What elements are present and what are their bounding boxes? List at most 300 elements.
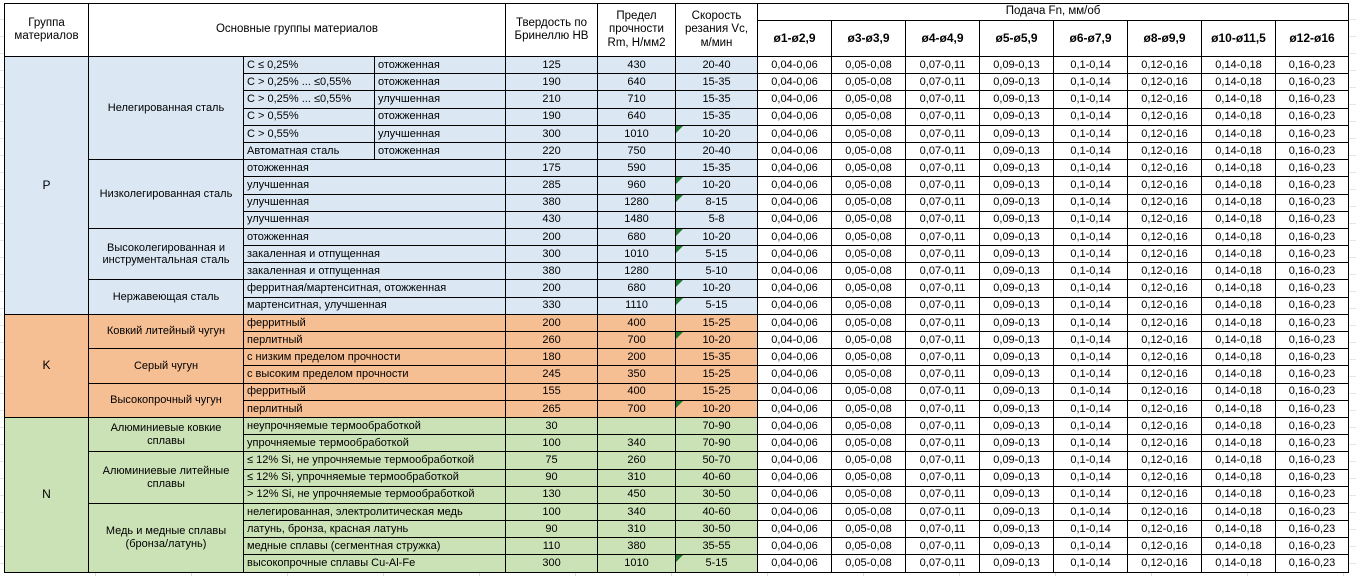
feed-cell[interactable] (980, 503, 1054, 520)
material-subgroup-cell[interactable] (89, 280, 244, 314)
feed-cell[interactable] (1276, 486, 1349, 503)
feed-cell[interactable] (1128, 177, 1202, 194)
feed-cell[interactable] (758, 177, 832, 194)
feed-cell[interactable] (832, 74, 906, 91)
feed-cell[interactable] (1202, 74, 1276, 91)
feed-cell[interactable] (1128, 74, 1202, 91)
feed-cell[interactable] (1202, 555, 1276, 572)
feed-cell[interactable] (980, 57, 1054, 74)
feed-cell[interactable] (1202, 228, 1276, 245)
feed-cell[interactable] (832, 211, 906, 228)
feed-cell[interactable] (832, 417, 906, 434)
cutting-speed-cell[interactable] (676, 74, 758, 91)
feed-cell[interactable] (1202, 503, 1276, 520)
feed-cell[interactable] (1128, 125, 1202, 142)
feed-cell[interactable] (832, 538, 906, 555)
strength-cell[interactable] (598, 314, 676, 331)
feed-cell[interactable] (832, 332, 906, 349)
feed-cell[interactable] (1202, 332, 1276, 349)
feed-cell[interactable] (758, 417, 832, 434)
feed-cell[interactable] (906, 211, 980, 228)
feed-cell[interactable] (980, 469, 1054, 486)
feed-cell[interactable] (906, 452, 980, 469)
hardness-cell[interactable] (506, 125, 598, 142)
feed-cell[interactable] (1128, 57, 1202, 74)
feed-cell[interactable] (1202, 211, 1276, 228)
feed-cell[interactable] (1202, 108, 1276, 125)
feed-cell[interactable] (906, 280, 980, 297)
strength-cell[interactable] (598, 349, 676, 366)
feed-cell[interactable] (832, 228, 906, 245)
cutting-speed-cell[interactable] (676, 297, 758, 314)
feed-cell[interactable] (1276, 332, 1349, 349)
hardness-cell[interactable] (506, 314, 598, 331)
feed-cell[interactable] (832, 246, 906, 263)
cutting-speed-cell[interactable] (676, 555, 758, 572)
feed-cell[interactable] (1276, 125, 1349, 142)
hardness-cell[interactable] (506, 452, 598, 469)
strength-cell[interactable] (598, 177, 676, 194)
strength-cell[interactable] (598, 246, 676, 263)
feed-cell[interactable] (906, 417, 980, 434)
feed-cell[interactable] (1202, 435, 1276, 452)
feed-cell[interactable] (758, 469, 832, 486)
strength-cell[interactable] (598, 211, 676, 228)
strength-cell[interactable] (598, 194, 676, 211)
feed-cell[interactable] (906, 263, 980, 280)
feed-cell[interactable] (758, 125, 832, 142)
feed-cell[interactable] (758, 246, 832, 263)
strength-cell[interactable] (598, 91, 676, 108)
feed-cell[interactable] (758, 297, 832, 314)
feed-cell[interactable] (1054, 417, 1128, 434)
feed-cell[interactable] (832, 503, 906, 520)
feed-cell[interactable] (1276, 538, 1349, 555)
feed-cell[interactable] (758, 349, 832, 366)
feed-cell[interactable] (1128, 280, 1202, 297)
feed-cell[interactable] (980, 142, 1054, 159)
feed-cell[interactable] (1054, 332, 1128, 349)
cutting-speed-cell[interactable] (676, 91, 758, 108)
hardness-cell[interactable] (506, 57, 598, 74)
hardness-cell[interactable] (506, 417, 598, 434)
feed-cell[interactable] (758, 74, 832, 91)
feed-cell[interactable] (1054, 211, 1128, 228)
strength-cell[interactable] (598, 503, 676, 520)
hardness-cell[interactable] (506, 383, 598, 400)
feed-cell[interactable] (832, 160, 906, 177)
feed-cell[interactable] (1276, 314, 1349, 331)
feed-cell[interactable] (1276, 521, 1349, 538)
cutting-speed-cell[interactable] (676, 177, 758, 194)
material-description-cell[interactable] (244, 228, 506, 245)
material-group-cell[interactable] (5, 314, 89, 417)
feed-cell[interactable] (1128, 486, 1202, 503)
strength-cell[interactable] (598, 417, 676, 434)
feed-cell[interactable] (906, 366, 980, 383)
feed-cell[interactable] (1054, 486, 1128, 503)
feed-cell[interactable] (1128, 383, 1202, 400)
hardness-cell[interactable] (506, 211, 598, 228)
material-state-cell[interactable] (375, 108, 506, 125)
feed-cell[interactable] (906, 521, 980, 538)
feed-cell[interactable] (980, 125, 1054, 142)
feed-cell[interactable] (1054, 400, 1128, 417)
strength-cell[interactable] (598, 160, 676, 177)
feed-cell[interactable] (980, 332, 1054, 349)
material-condition-cell[interactable] (244, 74, 375, 91)
material-state-cell[interactable] (375, 74, 506, 91)
feed-cell[interactable] (906, 74, 980, 91)
feed-cell[interactable] (980, 366, 1054, 383)
material-description-cell[interactable] (244, 194, 506, 211)
feed-cell[interactable] (758, 108, 832, 125)
header-cutting-speed-column[interactable]: Скорость резания Vc, м/мин (676, 4, 758, 57)
feed-cell[interactable] (1202, 263, 1276, 280)
hardness-cell[interactable] (506, 142, 598, 159)
material-description-cell[interactable] (244, 314, 506, 331)
material-description-cell[interactable] (244, 211, 506, 228)
feed-cell[interactable] (1054, 280, 1128, 297)
feed-cell[interactable] (1202, 538, 1276, 555)
material-description-cell[interactable] (244, 555, 506, 572)
feed-cell[interactable] (906, 332, 980, 349)
feed-cell[interactable] (1128, 435, 1202, 452)
strength-cell[interactable] (598, 297, 676, 314)
header-diameter-1[interactable]: ø1-ø2,9 (758, 21, 832, 57)
cutting-speed-cell[interactable] (676, 521, 758, 538)
feed-cell[interactable] (758, 383, 832, 400)
feed-cell[interactable] (906, 538, 980, 555)
strength-cell[interactable] (598, 521, 676, 538)
feed-cell[interactable] (758, 280, 832, 297)
hardness-cell[interactable] (506, 177, 598, 194)
feed-cell[interactable] (1276, 383, 1349, 400)
feed-cell[interactable] (1128, 538, 1202, 555)
feed-cell[interactable] (832, 177, 906, 194)
feed-cell[interactable] (1054, 435, 1128, 452)
feed-cell[interactable] (1128, 555, 1202, 572)
cutting-speed-cell[interactable] (676, 332, 758, 349)
feed-cell[interactable] (1128, 228, 1202, 245)
strength-cell[interactable] (598, 538, 676, 555)
feed-cell[interactable] (906, 57, 980, 74)
strength-cell[interactable] (598, 332, 676, 349)
feed-cell[interactable] (980, 160, 1054, 177)
feed-cell[interactable] (758, 400, 832, 417)
feed-cell[interactable] (980, 297, 1054, 314)
feed-cell[interactable] (1202, 142, 1276, 159)
feed-cell[interactable] (832, 452, 906, 469)
feed-cell[interactable] (1054, 555, 1128, 572)
feed-cell[interactable] (1202, 314, 1276, 331)
feed-cell[interactable] (906, 349, 980, 366)
material-state-cell[interactable] (375, 125, 506, 142)
cutting-speed-cell[interactable] (676, 142, 758, 159)
feed-cell[interactable] (906, 142, 980, 159)
strength-cell[interactable] (598, 452, 676, 469)
feed-cell[interactable] (1054, 160, 1128, 177)
feed-cell[interactable] (758, 57, 832, 74)
feed-cell[interactable] (832, 314, 906, 331)
feed-cell[interactable] (1202, 400, 1276, 417)
material-subgroup-cell[interactable] (89, 383, 244, 417)
feed-cell[interactable] (980, 383, 1054, 400)
strength-cell[interactable] (598, 366, 676, 383)
feed-cell[interactable] (832, 555, 906, 572)
feed-cell[interactable] (906, 125, 980, 142)
feed-cell[interactable] (832, 521, 906, 538)
material-description-cell[interactable] (244, 400, 506, 417)
feed-cell[interactable] (1054, 228, 1128, 245)
feed-cell[interactable] (1202, 280, 1276, 297)
cutting-speed-cell[interactable] (676, 314, 758, 331)
feed-cell[interactable] (906, 469, 980, 486)
feed-cell[interactable] (1276, 194, 1349, 211)
feed-cell[interactable] (1128, 521, 1202, 538)
feed-cell[interactable] (980, 400, 1054, 417)
material-subgroup-cell[interactable] (89, 452, 244, 504)
feed-cell[interactable] (832, 435, 906, 452)
material-description-cell[interactable] (244, 177, 506, 194)
feed-cell[interactable] (832, 57, 906, 74)
feed-cell[interactable] (1202, 383, 1276, 400)
feed-cell[interactable] (906, 108, 980, 125)
material-state-cell[interactable] (375, 57, 506, 74)
feed-cell[interactable] (906, 383, 980, 400)
feed-cell[interactable] (1054, 366, 1128, 383)
material-subgroup-cell[interactable] (89, 349, 244, 383)
feed-cell[interactable] (832, 366, 906, 383)
material-description-cell[interactable] (244, 366, 506, 383)
feed-cell[interactable] (1128, 160, 1202, 177)
cutting-speed-cell[interactable] (676, 366, 758, 383)
feed-cell[interactable] (1202, 246, 1276, 263)
cutting-speed-cell[interactable] (676, 160, 758, 177)
feed-cell[interactable] (832, 349, 906, 366)
feed-cell[interactable] (1276, 349, 1349, 366)
feed-cell[interactable] (1054, 503, 1128, 520)
feed-cell[interactable] (1202, 469, 1276, 486)
material-condition-cell[interactable] (244, 91, 375, 108)
strength-cell[interactable] (598, 108, 676, 125)
feed-cell[interactable] (1276, 108, 1349, 125)
feed-cell[interactable] (832, 383, 906, 400)
feed-cell[interactable] (758, 366, 832, 383)
feed-cell[interactable] (758, 486, 832, 503)
feed-cell[interactable] (1202, 486, 1276, 503)
feed-cell[interactable] (980, 486, 1054, 503)
material-subgroup-cell[interactable] (89, 57, 244, 160)
material-subgroup-cell[interactable] (89, 417, 244, 451)
cutting-speed-cell[interactable] (676, 417, 758, 434)
strength-cell[interactable] (598, 469, 676, 486)
feed-cell[interactable] (758, 194, 832, 211)
cutting-speed-cell[interactable] (676, 194, 758, 211)
hardness-cell[interactable] (506, 91, 598, 108)
cutting-speed-cell[interactable] (676, 538, 758, 555)
feed-cell[interactable] (1202, 125, 1276, 142)
feed-cell[interactable] (1276, 160, 1349, 177)
feed-cell[interactable] (1202, 417, 1276, 434)
material-condition-cell[interactable] (244, 125, 375, 142)
hardness-cell[interactable] (506, 349, 598, 366)
strength-cell[interactable] (598, 142, 676, 159)
feed-cell[interactable] (758, 228, 832, 245)
feed-cell[interactable] (980, 228, 1054, 245)
header-diameter-4[interactable]: ø5-ø5,9 (980, 21, 1054, 57)
feed-cell[interactable] (832, 486, 906, 503)
feed-cell[interactable] (1202, 160, 1276, 177)
material-description-cell[interactable] (244, 521, 506, 538)
material-description-cell[interactable] (244, 263, 506, 280)
feed-cell[interactable] (1128, 297, 1202, 314)
hardness-cell[interactable] (506, 538, 598, 555)
feed-cell[interactable] (1054, 91, 1128, 108)
feed-cell[interactable] (1202, 177, 1276, 194)
feed-cell[interactable] (1276, 555, 1349, 572)
feed-cell[interactable] (1054, 246, 1128, 263)
feed-cell[interactable] (1202, 91, 1276, 108)
feed-cell[interactable] (1276, 91, 1349, 108)
feed-cell[interactable] (1128, 194, 1202, 211)
cutting-speed-cell[interactable] (676, 452, 758, 469)
feed-cell[interactable] (1054, 177, 1128, 194)
header-diameter-3[interactable]: ø4-ø4,9 (906, 21, 980, 57)
hardness-cell[interactable] (506, 194, 598, 211)
hardness-cell[interactable] (506, 332, 598, 349)
strength-cell[interactable] (598, 486, 676, 503)
cutting-speed-cell[interactable] (676, 57, 758, 74)
feed-cell[interactable] (1276, 57, 1349, 74)
feed-cell[interactable] (832, 469, 906, 486)
feed-cell[interactable] (1054, 74, 1128, 91)
material-description-cell[interactable] (244, 246, 506, 263)
feed-cell[interactable] (1128, 417, 1202, 434)
cutting-speed-cell[interactable] (676, 246, 758, 263)
feed-cell[interactable] (906, 486, 980, 503)
strength-cell[interactable] (598, 435, 676, 452)
material-condition-cell[interactable] (244, 57, 375, 74)
feed-cell[interactable] (1054, 125, 1128, 142)
feed-cell[interactable] (906, 400, 980, 417)
feed-cell[interactable] (1054, 57, 1128, 74)
hardness-cell[interactable] (506, 246, 598, 263)
feed-cell[interactable] (906, 314, 980, 331)
feed-cell[interactable] (1276, 246, 1349, 263)
feed-cell[interactable] (758, 211, 832, 228)
feed-cell[interactable] (980, 555, 1054, 572)
header-main-material-groups-column[interactable]: Основные группы материалов (89, 4, 506, 57)
feed-cell[interactable] (832, 297, 906, 314)
feed-cell[interactable] (758, 142, 832, 159)
hardness-cell[interactable] (506, 469, 598, 486)
strength-cell[interactable] (598, 263, 676, 280)
feed-cell[interactable] (832, 125, 906, 142)
material-description-cell[interactable] (244, 452, 506, 469)
material-description-cell[interactable] (244, 486, 506, 503)
feed-cell[interactable] (1054, 314, 1128, 331)
feed-cell[interactable] (832, 91, 906, 108)
cutting-speed-cell[interactable] (676, 383, 758, 400)
header-brinell-hardness-column[interactable]: Твердость по Бринеллю НВ (506, 4, 598, 57)
cutting-speed-cell[interactable] (676, 435, 758, 452)
feed-cell[interactable] (1128, 246, 1202, 263)
hardness-cell[interactable] (506, 297, 598, 314)
feed-cell[interactable] (1276, 417, 1349, 434)
strength-cell[interactable] (598, 280, 676, 297)
feed-cell[interactable] (906, 503, 980, 520)
cutting-speed-cell[interactable] (676, 503, 758, 520)
feed-cell[interactable] (1202, 57, 1276, 74)
hardness-cell[interactable] (506, 521, 598, 538)
hardness-cell[interactable] (506, 263, 598, 280)
hardness-cell[interactable] (506, 435, 598, 452)
material-description-cell[interactable] (244, 332, 506, 349)
strength-cell[interactable] (598, 125, 676, 142)
material-description-cell[interactable] (244, 469, 506, 486)
feed-cell[interactable] (1276, 469, 1349, 486)
cutting-speed-cell[interactable] (676, 349, 758, 366)
feed-cell[interactable] (1128, 400, 1202, 417)
cutting-speed-cell[interactable] (676, 400, 758, 417)
feed-cell[interactable] (906, 228, 980, 245)
feed-cell[interactable] (980, 521, 1054, 538)
feed-cell[interactable] (906, 246, 980, 263)
feed-cell[interactable] (906, 160, 980, 177)
material-description-cell[interactable] (244, 417, 506, 434)
feed-cell[interactable] (832, 108, 906, 125)
feed-cell[interactable] (1276, 366, 1349, 383)
header-feed-title[interactable]: Подача Fn, мм/об (758, 4, 1349, 21)
material-state-cell[interactable] (375, 142, 506, 159)
feed-cell[interactable] (832, 280, 906, 297)
hardness-cell[interactable] (506, 160, 598, 177)
hardness-cell[interactable] (506, 555, 598, 572)
feed-cell[interactable] (1128, 503, 1202, 520)
hardness-cell[interactable] (506, 228, 598, 245)
feed-cell[interactable] (1054, 263, 1128, 280)
strength-cell[interactable] (598, 57, 676, 74)
feed-cell[interactable] (832, 194, 906, 211)
hardness-cell[interactable] (506, 486, 598, 503)
feed-cell[interactable] (832, 263, 906, 280)
cutting-speed-cell[interactable] (676, 125, 758, 142)
feed-cell[interactable] (980, 91, 1054, 108)
feed-cell[interactable] (980, 417, 1054, 434)
feed-cell[interactable] (980, 435, 1054, 452)
cutting-speed-cell[interactable] (676, 211, 758, 228)
feed-cell[interactable] (906, 297, 980, 314)
feed-cell[interactable] (758, 503, 832, 520)
feed-cell[interactable] (906, 435, 980, 452)
feed-cell[interactable] (980, 108, 1054, 125)
feed-cell[interactable] (832, 142, 906, 159)
cutting-speed-cell[interactable] (676, 469, 758, 486)
feed-cell[interactable] (1054, 108, 1128, 125)
feed-cell[interactable] (980, 538, 1054, 555)
feed-cell[interactable] (1276, 142, 1349, 159)
feed-cell[interactable] (1054, 142, 1128, 159)
feed-cell[interactable] (1276, 435, 1349, 452)
feed-cell[interactable] (1202, 521, 1276, 538)
material-subgroup-cell[interactable] (89, 160, 244, 229)
feed-cell[interactable] (1202, 349, 1276, 366)
feed-cell[interactable] (906, 194, 980, 211)
feed-cell[interactable] (1128, 142, 1202, 159)
hardness-cell[interactable] (506, 503, 598, 520)
feed-cell[interactable] (832, 400, 906, 417)
